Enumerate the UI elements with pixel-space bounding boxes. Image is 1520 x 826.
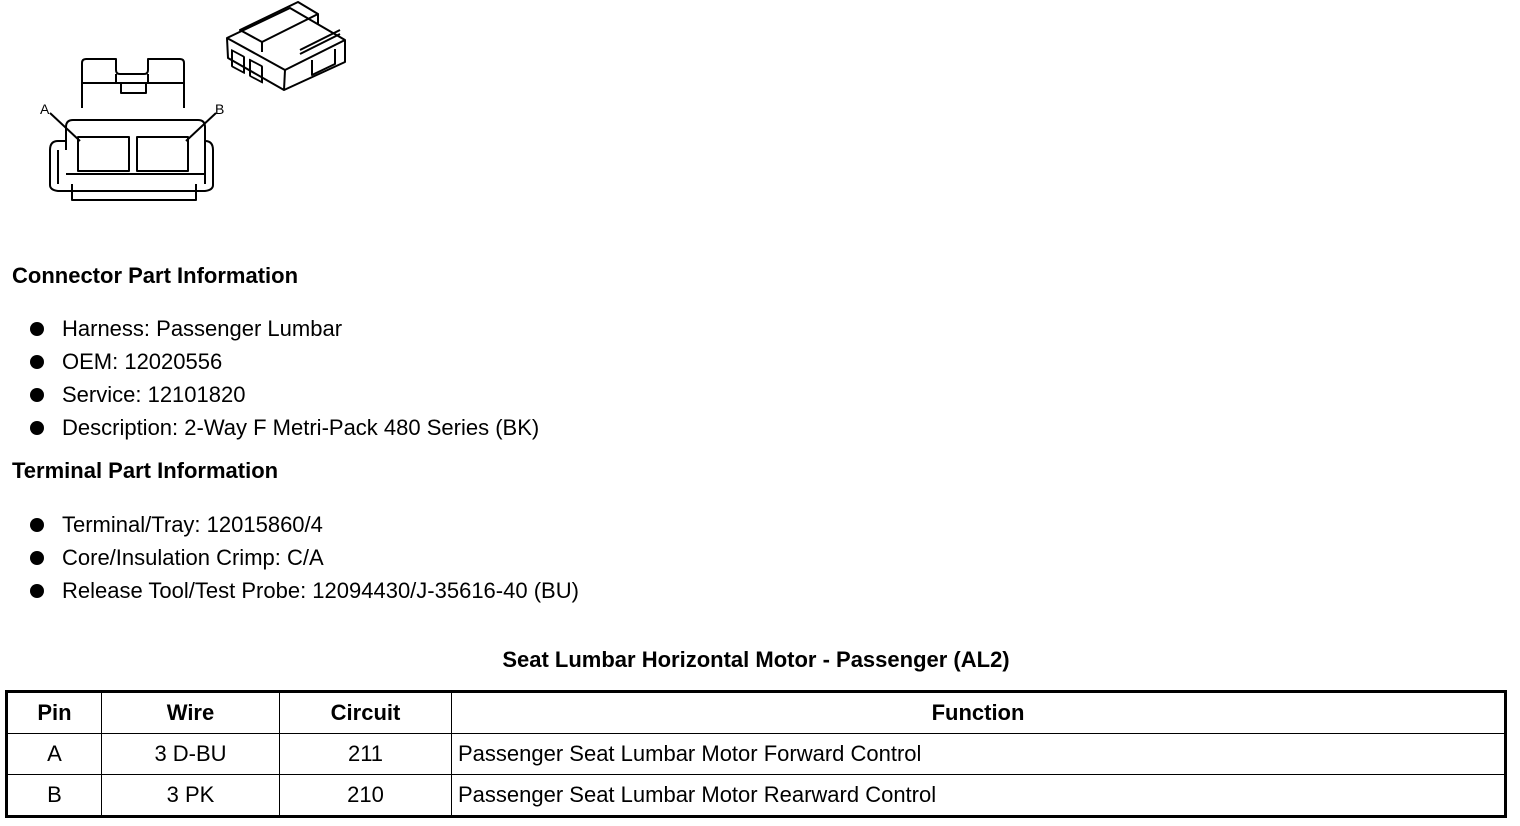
list-item: Harness: Passenger Lumbar	[30, 314, 539, 347]
bullet-icon	[30, 355, 44, 369]
connector-part-info-heading: Connector Part Information	[12, 263, 299, 288]
bullet-icon	[30, 388, 44, 402]
bullet-icon	[30, 551, 44, 565]
pin-table-title: Seat Lumbar Horizontal Motor - Passenger (AL2)	[502, 647, 1010, 672]
list-item: Release Tool/Test Probe: 12094430/J-35616-40 (BU)	[30, 576, 579, 609]
cell-pin: B	[7, 775, 102, 817]
list-item: Service: 12101820	[30, 380, 539, 413]
cell-function: Passenger Seat Lumbar Motor Rearward Control	[452, 775, 1506, 817]
pin-a-label: A	[40, 101, 50, 117]
header-pin: Pin	[7, 692, 102, 734]
connector-latch	[82, 59, 184, 108]
pin-table	[5, 690, 1507, 818]
terminal-part-info-heading: Terminal Part Information	[12, 458, 279, 483]
table-row	[7, 734, 1506, 775]
connector-diagram	[0, 0, 370, 215]
cell-wire: 3 D-BU	[102, 734, 280, 775]
bullet-icon	[30, 421, 44, 435]
cell-circuit: 210	[280, 775, 452, 817]
pin-b-label: B	[215, 101, 225, 117]
connector-isometric-view	[227, 2, 345, 90]
list-item: Core/Insulation Crimp: C/A	[30, 543, 579, 576]
list-item: OEM: 12020556	[30, 347, 539, 380]
bullet-icon	[30, 322, 44, 336]
bullet-icon	[30, 584, 44, 598]
list-item: Description: 2-Way F Metri-Pack 480 Series (BK)	[30, 413, 539, 446]
bullet-icon	[30, 518, 44, 532]
cell-circuit: 211	[280, 734, 452, 775]
cell-pin: A	[7, 734, 102, 775]
table-header-row	[7, 692, 1506, 734]
terminal-part-info-list	[30, 510, 579, 609]
connector-front-body	[50, 120, 213, 200]
header-function: Function	[452, 692, 1506, 734]
list-item: Terminal/Tray: 12015860/4	[30, 510, 579, 543]
header-circuit: Circuit	[280, 692, 452, 734]
header-wire: Wire	[102, 692, 280, 734]
pin-b-leader	[186, 113, 216, 141]
cell-function: Passenger Seat Lumbar Motor Forward Control	[452, 734, 1506, 775]
connector-part-info-list	[30, 314, 539, 446]
cell-wire: 3 PK	[102, 775, 280, 817]
table-row	[7, 775, 1506, 817]
